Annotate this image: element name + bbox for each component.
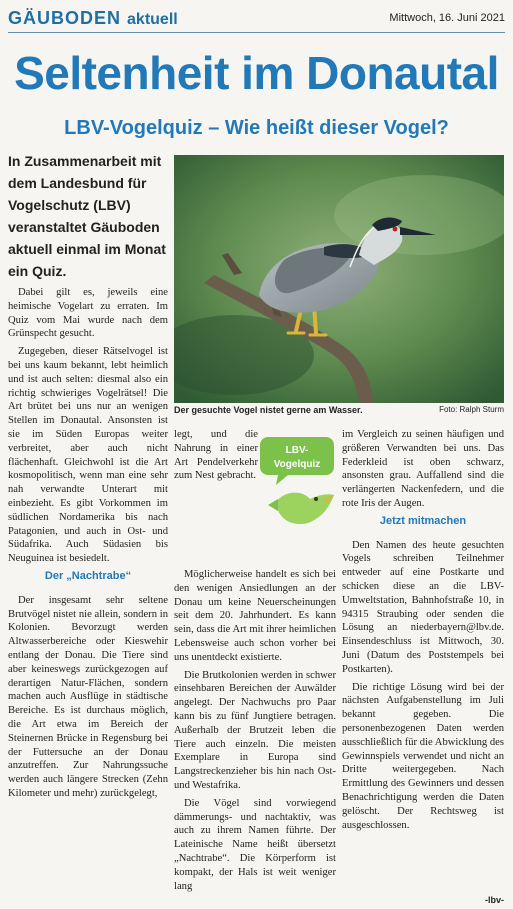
paragraph: Den Namen des heute gesuchten Vogels schreiben Teilnehmer entweder auf eine Postkarte und schicken diese an die LBV-Umweltstation, Bahnhofstraße 10, in 94315 Straubing oder senden die Lösung an niederbayern@lbv.de. Einsendeschluss ist Mittwoch, 30. Juni (Datum des Poststempels bei Postkarten). bbox=[342, 539, 504, 675]
paragraph: Die richtige Lösung wird bei der nächsten Aufgabenstellung im Juli bekannt gegeben. Die personenbezogenen Daten werden ausschließlich für die Abwicklung des Gewinnspiels verwendet und nicht an Dritte weitergegeben. Nach Ermittlung des Gewinners und dessen Benachrichtigung werden die Daten gelöscht. Der Rechtsweg ist ausgeschlossen. bbox=[342, 681, 504, 831]
brand-logo bbox=[8, 8, 178, 29]
quiz-logo-line2: Vogelquiz bbox=[273, 459, 321, 470]
headline: Seltenheit im Donautal bbox=[14, 47, 499, 99]
paragraph: Der insgesamt sehr seltene Brutvögel nistet nie allein, sondern in Kolonien. Bevorzugt werden Altwasserbereiche oder Kieswehir entlang der Donau. Die Tiere sind aber keineswegs zurückgezogen auf derartigen Natur-Flächen, sondern machen auch Ausflüge in städtische Bereiche. Es ist durchaus möglich, die Art etwa im Bereich der Steinernen Brücke in Regensburg bei der Futtersuche an der Donau anzutreffen. Zur Nahrungssuche werden auch längere Strecken (Zehn Kilometer und mehr) zurückgelegt, bbox=[8, 594, 168, 799]
subheadline: LBV-Vogelquiz – Wie heißt dieser Vogel? bbox=[64, 117, 449, 139]
masthead-rule bbox=[8, 32, 505, 33]
night-heron-illustration bbox=[174, 155, 504, 403]
section-title-nachtrabe: Der „Nachtrabe“ bbox=[44, 569, 132, 582]
bird-photo bbox=[174, 155, 504, 403]
paragraph: legt, und die Nahrung in einer Art Pendelverkehr zum Nest gebracht. bbox=[174, 429, 258, 482]
brand-sub: aktuell bbox=[127, 11, 178, 28]
photo-caption-row bbox=[174, 405, 504, 419]
column-1 bbox=[8, 286, 168, 805]
paragraph: Die Vögel sind vorwiegend dämmerungs- und nachtaktiv, was auch zu ihrem Namen führte. Der Lateinische Name heißt übersetzt „Nachtrabe“. Die Körperform ist kompakt, der Hals ist weit weniger lang bbox=[174, 797, 336, 892]
quiz-logo-line1: LBV- bbox=[285, 445, 309, 456]
photo-caption: Der gesuchte Vogel nistet gerne am Wasser. bbox=[174, 405, 363, 415]
issue-date: Mittwoch, 16. Juni 2021 bbox=[389, 12, 505, 24]
paragraph: Die Brutkolonien werden in schwer einsehbaren Bereichen der Auwälder angelegt. Der Nachwuchs pro Paar kann bis zu fünf Jungtiere betragen. Außerhalb der Brutzeit leben die Tiere auch einzeln. Die meisten Exemplare in Europa sind Langstreckenzieher bis hin nach Ost- und Westafrika. bbox=[174, 669, 336, 791]
section-title-mitmachen: Jetzt mitmachen bbox=[379, 514, 467, 527]
photo-credit: Foto: Ralph Sturm bbox=[439, 405, 504, 414]
paragraph: Dabei gilt es, jeweils eine heimische Vogelart zu erraten. Im Quiz vom Mai wurde nach dem Grünspecht gesucht. bbox=[8, 287, 168, 340]
brand-main: GÄUBODEN bbox=[8, 8, 122, 28]
author-signature: -lbv- bbox=[485, 895, 504, 905]
bird-mascot-icon bbox=[258, 433, 336, 533]
lead-paragraph: In Zusammenarbeit mit dem Landesbund für Vogelschutz (LBV) veranstaltet Gäuboden aktuell einmal im Monat ein Quiz. bbox=[8, 153, 166, 279]
quiz-logo bbox=[258, 433, 336, 533]
column-3 bbox=[342, 428, 504, 836]
column-2 bbox=[174, 568, 336, 897]
paragraph: Zugegeben, dieser Rätselvogel ist bei uns kaum bekannt, lebt heimlich und ist auch selten: diesmal also ein richtig schwieriges Vogelrätsel! Die Art brütet bei uns nur an wenigen Stellen im Donautal. Ansonsten ist sie im Süden Europas weiter verbreitet, aber auch nicht flächenhaft. Gleichwohl ist die Art kosmopolitisch, wenn man eine sehr nah verwandte Unterart mit einbezieht. Es gibt Vorkommen im südlichen Nordamerika bis nach Patagonien, und auch in Ost- und Südafrika. Auch Südasien bis Neuguinea ist besiedelt. bbox=[8, 346, 168, 565]
paragraph: im Vergleich zu seinen häufigen und größeren Verwandten bei uns. Das Federkleid ist oben schwarz, ansonsten grau. Auffallend sind die verlängerten Nackenfedern, und die rote Iris der Augen. bbox=[342, 429, 504, 509]
column-2-intro bbox=[174, 428, 258, 483]
paragraph: Möglicherweise handelt es sich bei den wenigen Ansiedlungen an der Donau um keine Neuerscheinungen seit dem 20. Jahrhundert. Es kann sein, dass die Art mit ihrer heimlichen Lebensweise auch schon vorher bei uns unentdeckt existierte. bbox=[174, 569, 336, 663]
